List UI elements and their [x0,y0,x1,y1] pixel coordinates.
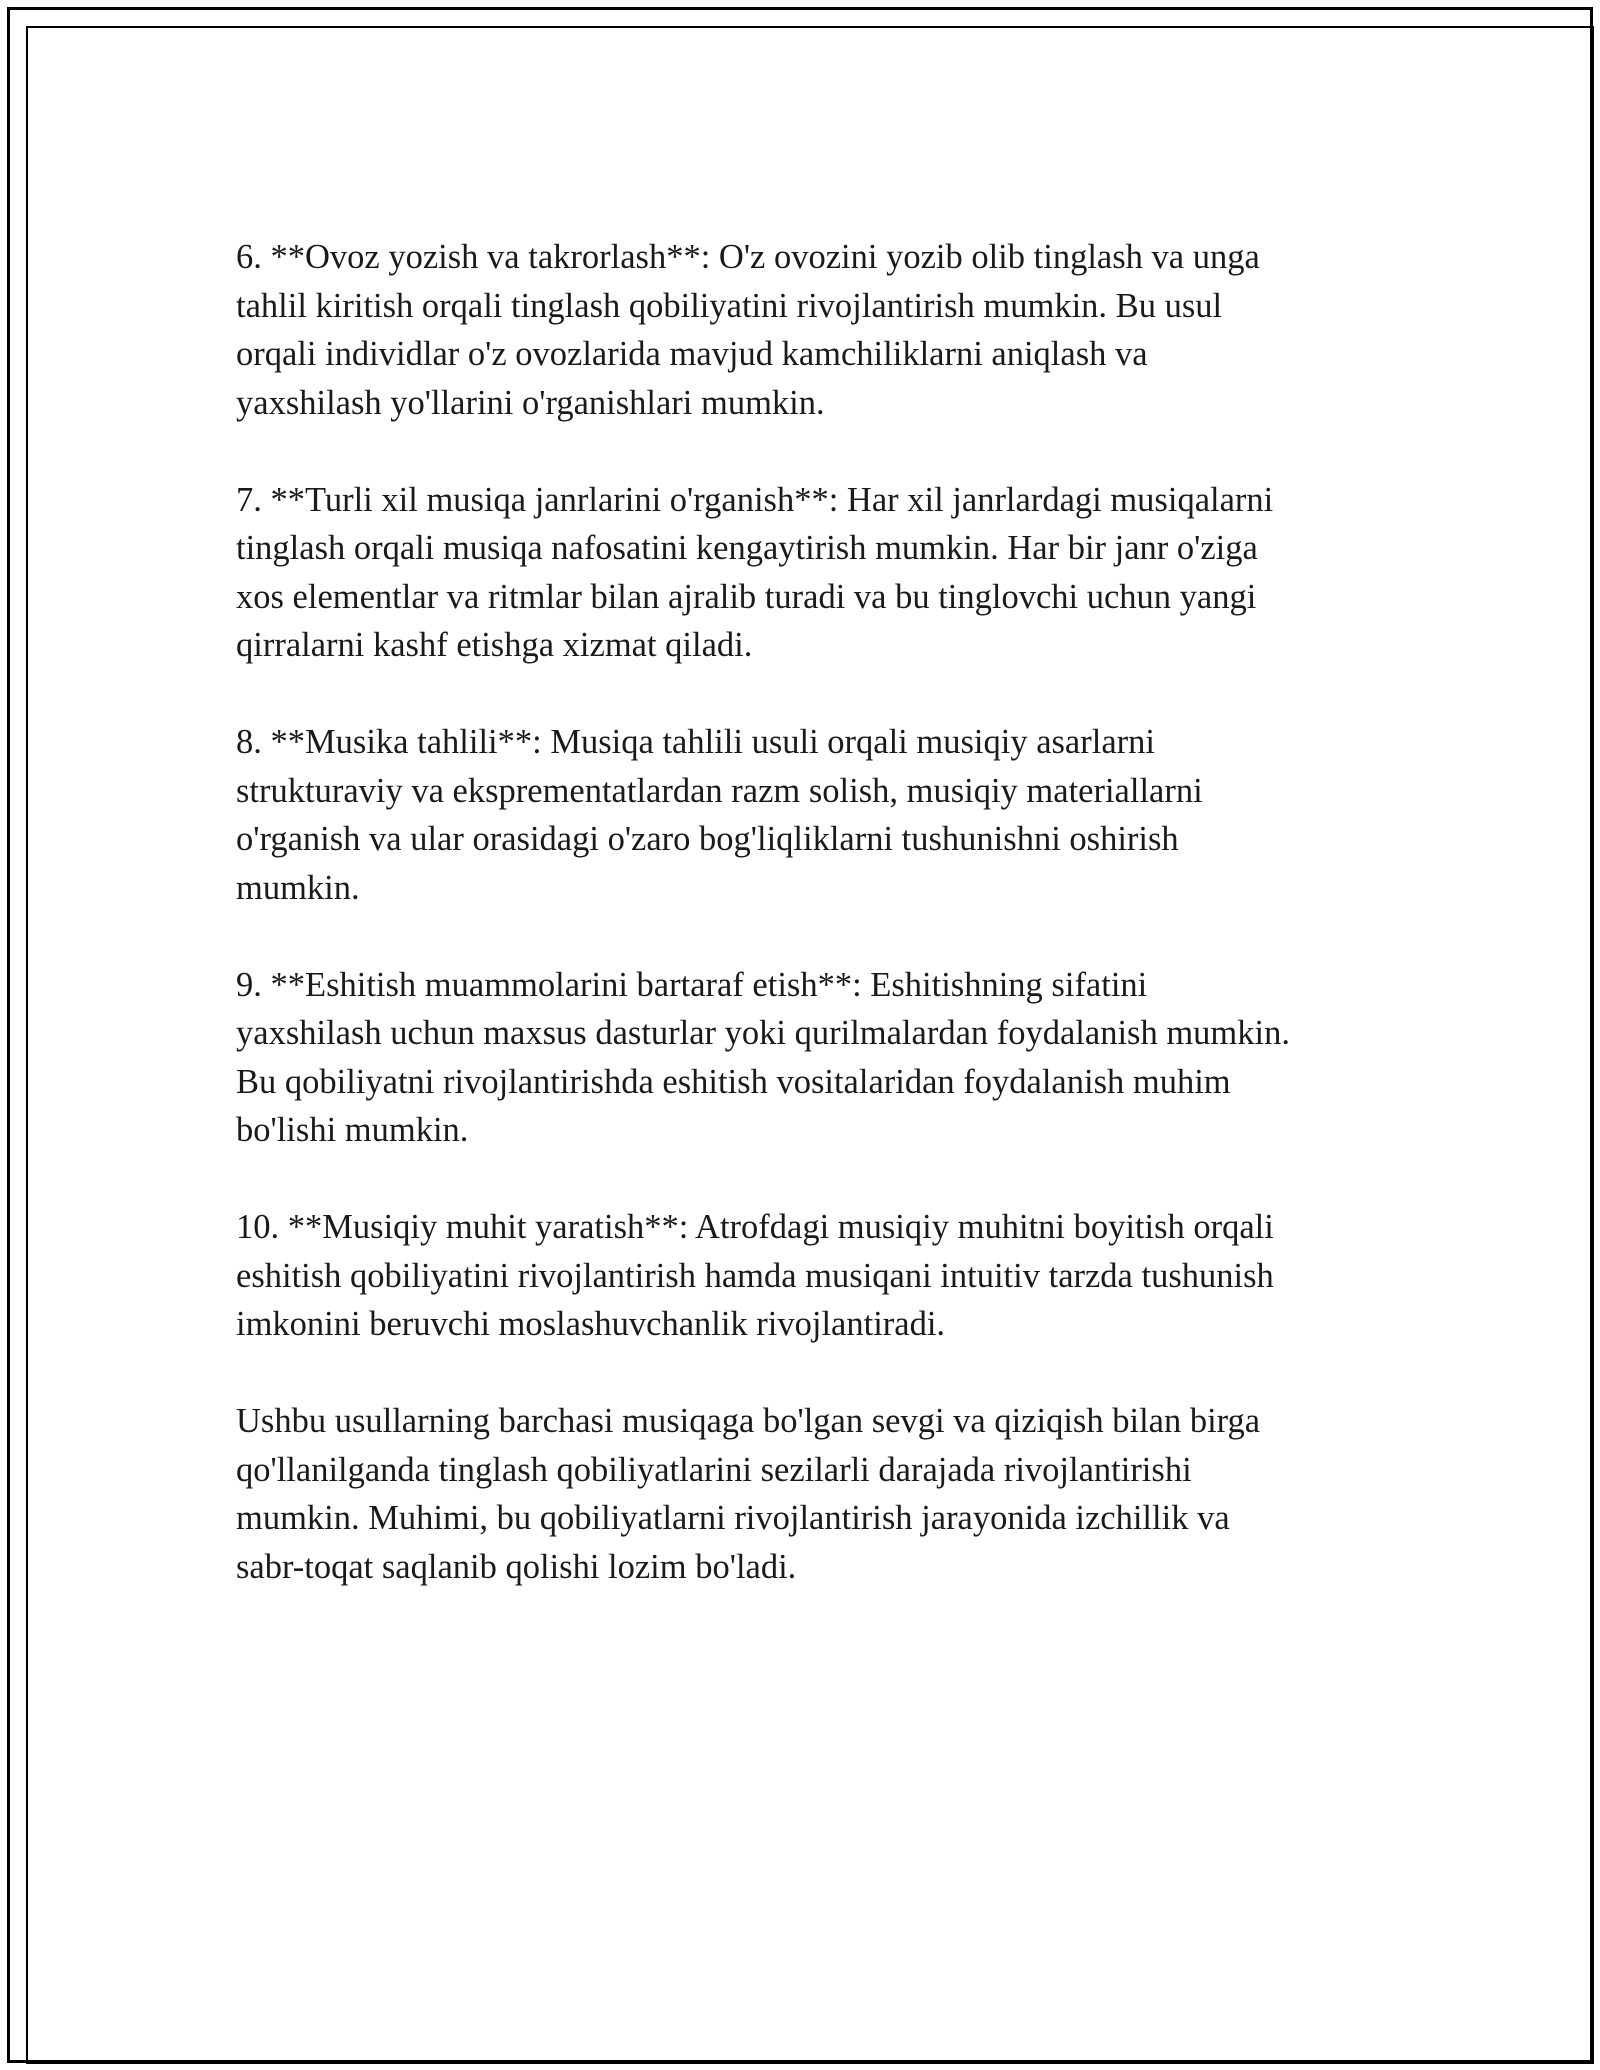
paragraph-item-10: 10. **Musiqiy muhit yaratish**: Atrofdagi musiqiy muhitni boyitish orqali eshitish qobiliyatini rivojlantirish hamda musiqani intuitiv tarzda tushunish imkonini beruvchi moslashuvchanlik rivojlantiradi. [236,1208,1274,1343]
paragraph-item-6: 6. **Ovoz yozish va takrorlash**: O'z ovozini yozib olib tinglash va unga tahlil kiritish orqali tinglash qobiliyatini rivojlantirish mumkin. Bu usul orqali individlar o'z ovozlarida mavjud kamchiliklarni aniqlash va yaxshilash yo'llarini o'rganishlari mumkin. [236,238,1260,422]
paragraph-item-7: 7. **Turli xil musiqa janrlarini o'rganish**: Har xil janrlardagi musiqalarni tinglash orqali musiqa nafosatini kengaytirish mumkin. Har bir janr o'ziga xos elementlar va ritmlar bilan ajralib turadi va bu tinglovchi uchun yangi qirralarni kashf etishga xizmat qiladi. [236,480,1274,664]
conclusion-paragraph: Ushbu usullarning barchasi musiqaga bo'lgan sevgi va qiziqish bilan birga qo'llanilganda tinglash qobiliyatlarini sezilarli darajada rivojlantirishi mumkin. Muhimi, bu qobiliyatlarni rivojlantirish jarayonida izchillik va sabr-toqat saqlanib qolishi lozim bo'ladi. [236,1402,1261,1586]
paragraph-item-8: 8. **Musika tahlili**: Musiqa tahlili usuli orqali musiqiy asarlarni strukturaviy va eksprementatlardan razm solish, musiqiy materiallarni o'rganish va ular orasidagi o'zaro bog'liqliklarni tushunishni oshirish mumkin. [236,723,1203,907]
document-body [236,233,1366,1591]
paragraph-item-9: 9. **Eshitish muammolarini bartaraf etish**: Eshitishning sifatini yaxshilash uchun maxsus dasturlar yoki qurilmalardan foydalanish mumkin. Bu qobiliyatni rivojlantirishda eshitish vositalaridan foydalanish muhim bo'lishi mumkin. [236,965,1290,1149]
